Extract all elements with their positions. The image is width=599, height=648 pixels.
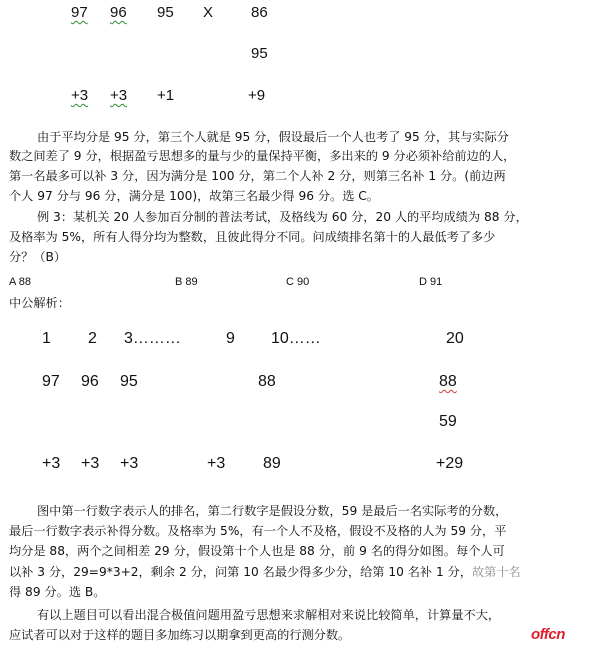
top-assumed-last: 95 (251, 45, 268, 62)
example3-line-1: 例 3：某机关 20 人参加百分制的普法考试，及格线为 60 分，20 人的平均成绩为 88 分， (37, 210, 528, 224)
option-c: C 90 (286, 276, 310, 288)
top-score-1: 97 (71, 4, 88, 21)
analysis-label: 中公解析： (9, 296, 70, 310)
para2-line-5: 得 89 分。选 B。 (9, 585, 106, 599)
add-3: +3 (120, 455, 139, 472)
add-10-result: 89 (263, 455, 281, 472)
para2-line-2: 最后一行数字表示补得分数。及格率为 5%，有一个人不及格，假设不及格的人为 59 分，平 (9, 524, 507, 538)
option-a: A 88 (9, 276, 32, 288)
rank-3: 3……… (124, 330, 181, 347)
score-20-actual: 59 (439, 413, 457, 430)
add-1: +3 (42, 455, 61, 472)
top-score-2: 96 (110, 4, 127, 21)
rank-10: 10…… (271, 330, 321, 347)
score-20-assumed: 88 (439, 373, 457, 390)
option-b: B 89 (175, 276, 198, 288)
para1-line-1: 由于平均分是 95 分，第三个人就是 95 分，假设最后一个人也考了 95 分，其与实际分 (37, 130, 509, 144)
top-add-3: +1 (157, 87, 175, 104)
para2-line-3: 均分是 88，两个之间相差 29 分，假设第十个人也是 88 分，前 9 名的得分如图。每个人可 (9, 544, 505, 558)
para1-line-2: 数之间差了 9 分，根据盈亏思想多的量与少的量保持平衡，多出来的 9 分必须补给前边的人， (9, 149, 516, 163)
add-20: +29 (436, 455, 464, 472)
rank-9: 9 (226, 330, 235, 347)
example3-line-3: 分？（B） (9, 250, 67, 264)
score-3: 95 (120, 373, 138, 390)
para3-line-2: 应试者可以对于这样的题目多加练习以期拿到更高的行测分数。 (9, 628, 351, 642)
para1-line-4: 个人 97 分与 96 分，满分是 100)，故第三名最少得 96 分。选 C。 (9, 189, 379, 203)
score-1: 97 (42, 373, 60, 390)
add-2: +3 (81, 455, 100, 472)
rank-1: 1 (42, 330, 51, 347)
rank-2: 2 (88, 330, 97, 347)
top-score-x: X (203, 4, 214, 21)
top-score-3: 95 (157, 4, 174, 21)
para2-line-1: 图中第一行数字表示人的排名，第二行数字是假设分数，59 是最后一名实际考的分数， (37, 504, 508, 518)
offcn-watermark-logo: offcn (531, 626, 565, 643)
top-add-last: +9 (248, 87, 266, 104)
score-10: 88 (258, 373, 276, 390)
para2-line-4: 以补 3 分，29=9*3+2，剩余 2 分，问第 10 名最少得多少分，给第 10 名补 1 分，故第十名 (9, 565, 521, 579)
top-score-last: 86 (251, 4, 268, 21)
rank-20: 20 (446, 330, 464, 347)
para1-line-3: 第一名最多可以补 3 分，因为满分是 100 分，第二个人补 2 分，则第三名补 1 分。(前边两 (9, 169, 506, 183)
top-add-1: +3 (71, 87, 89, 104)
top-add-2: +3 (110, 87, 128, 104)
option-d: D 91 (419, 276, 443, 288)
para3-line-1: 有以上题目可以看出混合极值问题用盈亏思想来求解相对来说比较简单，计算量不大， (37, 608, 501, 622)
score-2: 96 (81, 373, 99, 390)
example3-line-2: 及格率为 5%，所有人得分均为整数，且彼此得分不同。问成绩排名第十的人最低考了多少 (9, 230, 496, 244)
add-9: +3 (207, 455, 226, 472)
para2-line-4-tail: 故第十名 (472, 565, 521, 579)
